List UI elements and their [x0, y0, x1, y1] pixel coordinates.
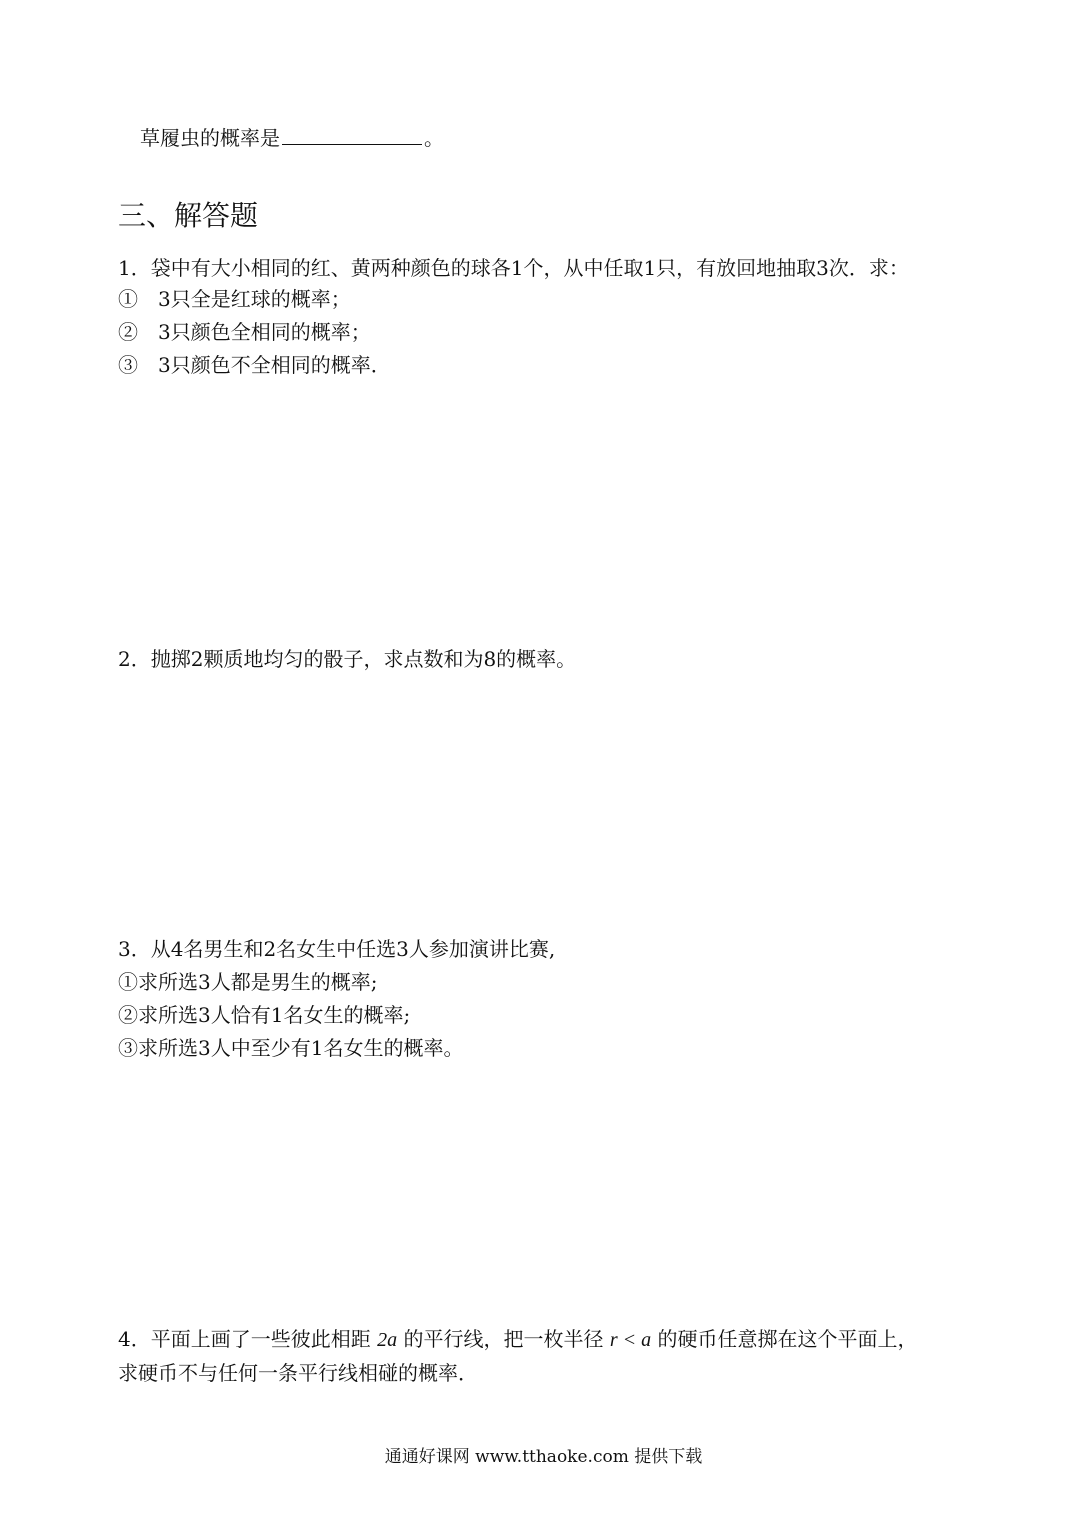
- fill-line-suffix: 。: [424, 126, 444, 150]
- math-2a: 2a: [377, 1329, 398, 1351]
- page-footer: 通通好课网 www.tthaoke.com 提供下载: [384, 1447, 703, 1467]
- question-3-item-1: ①求所选3人都是男生的概率;: [118, 970, 378, 994]
- section-title: 三、解答题: [118, 199, 259, 232]
- fill-in-blank-line: [140, 124, 444, 152]
- question-4-text-a: 4．平面上画了一些彼此相距: [118, 1327, 371, 1351]
- question-1-item-2: ② 3只颜色全相同的概率；: [118, 320, 371, 344]
- question-2-stem: 2．抛掷2颗质地均匀的骰子，求点数和为8的概率。: [118, 647, 577, 671]
- answer-blank[interactable]: [282, 124, 422, 145]
- question-4-line-1: [118, 1325, 917, 1354]
- question-1-item-3: ③ 3只颜色不全相同的概率．: [118, 353, 391, 377]
- question-4-line-2: 求硬币不与任何一条平行线相碰的概率．: [118, 1361, 478, 1385]
- question-4-text-b: 的平行线，把一枚半径: [403, 1327, 604, 1351]
- question-3-stem: 3．从4名男生和2名女生中任选3人参加演讲比赛,: [118, 937, 556, 961]
- question-3-item-3: ③求所选3人中至少有1名女生的概率。: [118, 1036, 464, 1060]
- question-1-item-1: ① 3只全是红球的概率；: [118, 287, 351, 311]
- question-4-text-c: 的硬币任意掷在这个平面上，: [657, 1327, 918, 1351]
- math-r-less-a: r < a: [609, 1329, 652, 1351]
- question-3-item-2: ②求所选3人恰有1名女生的概率;: [118, 1003, 411, 1027]
- question-1-stem: 1．袋中有大小相同的红、黄两种颜色的球各1个，从中任取1只，有放回地抽取3次．求：: [118, 256, 909, 280]
- fill-line-prefix: 草履虫的概率是: [140, 126, 280, 150]
